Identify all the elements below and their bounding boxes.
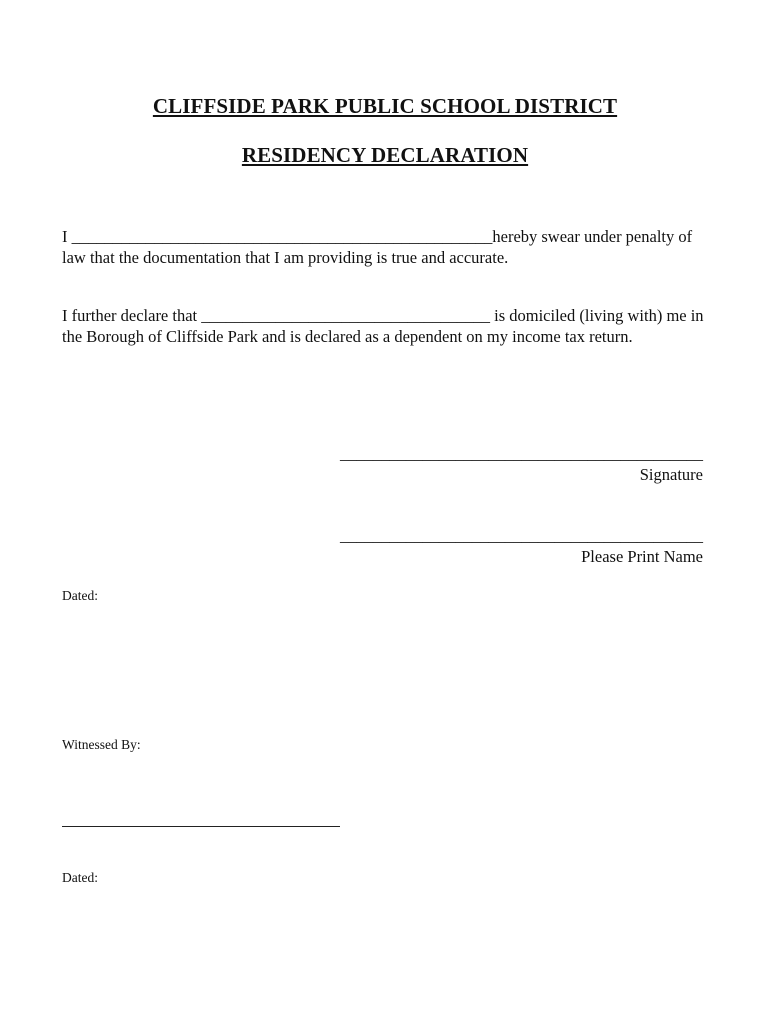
witness-signature-line: [62, 826, 340, 827]
sworn-statement-paragraph: I ___________________________________________________hereby swear under penalty of law that the documentation that I am providing is true and accurate.: [62, 227, 693, 267]
form-title: RESIDENCY DECLARATION: [241, 143, 529, 167]
signature-line: ____________________________________________: [340, 444, 703, 463]
print-name-label: Please Print Name: [581, 547, 703, 566]
district-title: CLIFFSIDE PARK PUBLIC SCHOOL DISTRICT: [152, 94, 618, 118]
witnessed-by-label: Witnessed By:: [62, 737, 141, 752]
witness-dated-label: Dated:: [62, 870, 98, 885]
signature-label: Signature: [639, 465, 703, 484]
signature-block: [323, 443, 703, 485]
print-name-block: [323, 525, 703, 567]
dated-label: Dated:: [62, 588, 98, 603]
domicile-declaration-paragraph: I further declare that ___________________________________ is domiciled (living with) me in the Borough of Cliffside Park and is declared as a dependent on my income tax return.: [62, 306, 704, 346]
print-name-line: ____________________________________________: [340, 526, 703, 545]
